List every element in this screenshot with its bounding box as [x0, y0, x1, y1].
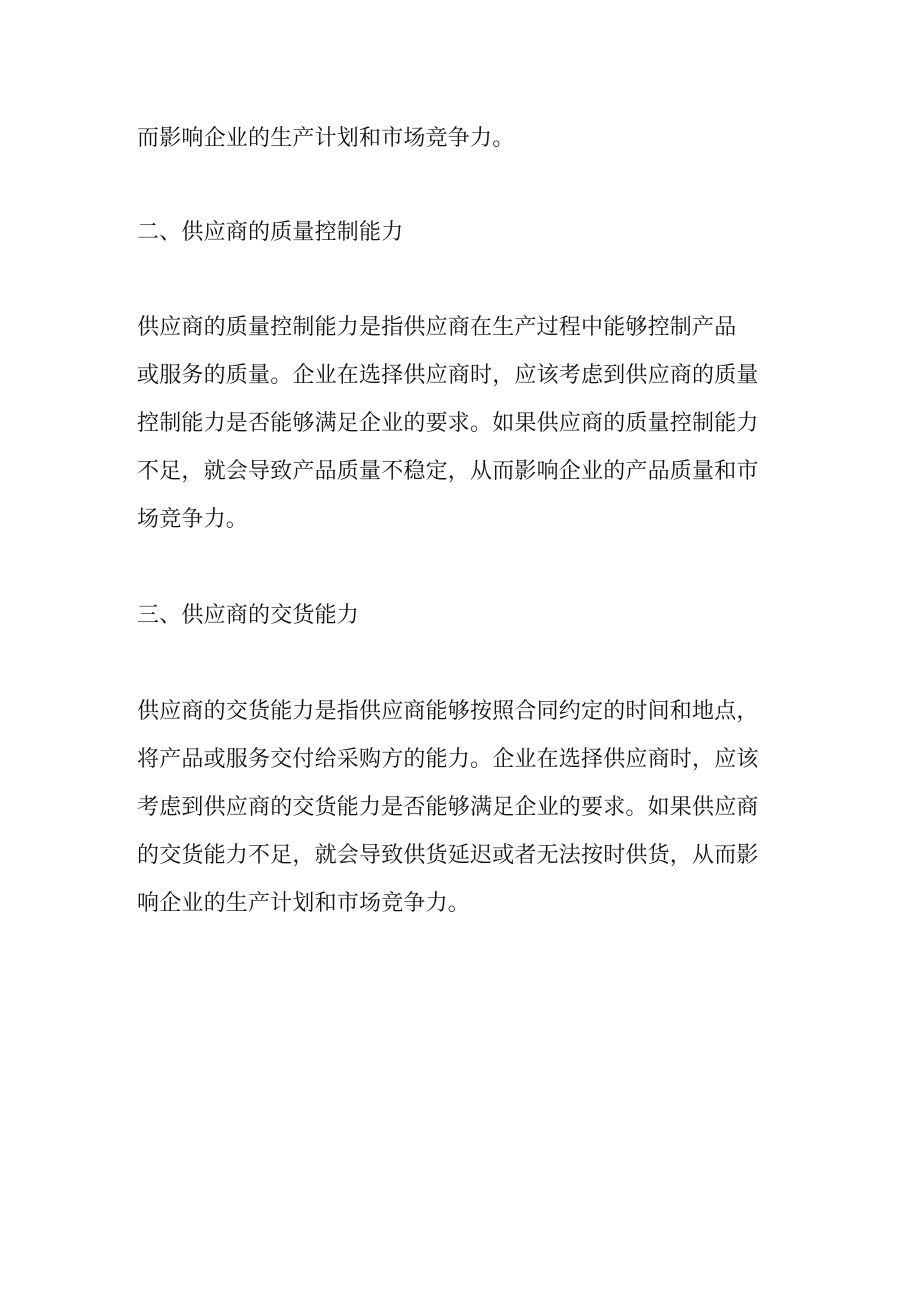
section-3-paragraph-line: 考虑到供应商的交货能力是否能够满足企业的要求。如果供应商 — [137, 795, 759, 820]
section-3-paragraph-line: 响企业的生产计划和市场竞争力。 — [137, 891, 471, 916]
section-3-paragraph-line: 将产品或服务交付给采购方的能力。企业在选择供应商时，应该 — [137, 747, 759, 772]
section-3-paragraph-line: 供应商的交货能力是指供应商能够按照合同约定的时间和地点， — [137, 699, 759, 724]
section-2-paragraph-line: 供应商的质量控制能力是指供应商在生产过程中能够控制产品 — [137, 315, 737, 340]
intro-line: 而影响企业的生产计划和市场竞争力。 — [137, 126, 515, 151]
section-3-heading: 三、供应商的交货能力 — [137, 603, 360, 628]
section-2-paragraph-line: 控制能力是否能够满足企业的要求。如果供应商的质量控制能力 — [137, 411, 759, 436]
section-2-paragraph-line: 不足，就会导致产品质量不稳定，从而影响企业的产品质量和市 — [137, 459, 759, 484]
section-2-paragraph-line: 场竞争力。 — [137, 507, 249, 532]
section-2-heading: 二、供应商的质量控制能力 — [137, 220, 404, 245]
section-2-paragraph-line: 或服务的质量。企业在选择供应商时，应该考虑到供应商的质量 — [137, 363, 759, 388]
section-3-paragraph-line: 的交货能力不足，就会导致供货延迟或者无法按时供货，从而影 — [137, 843, 759, 868]
